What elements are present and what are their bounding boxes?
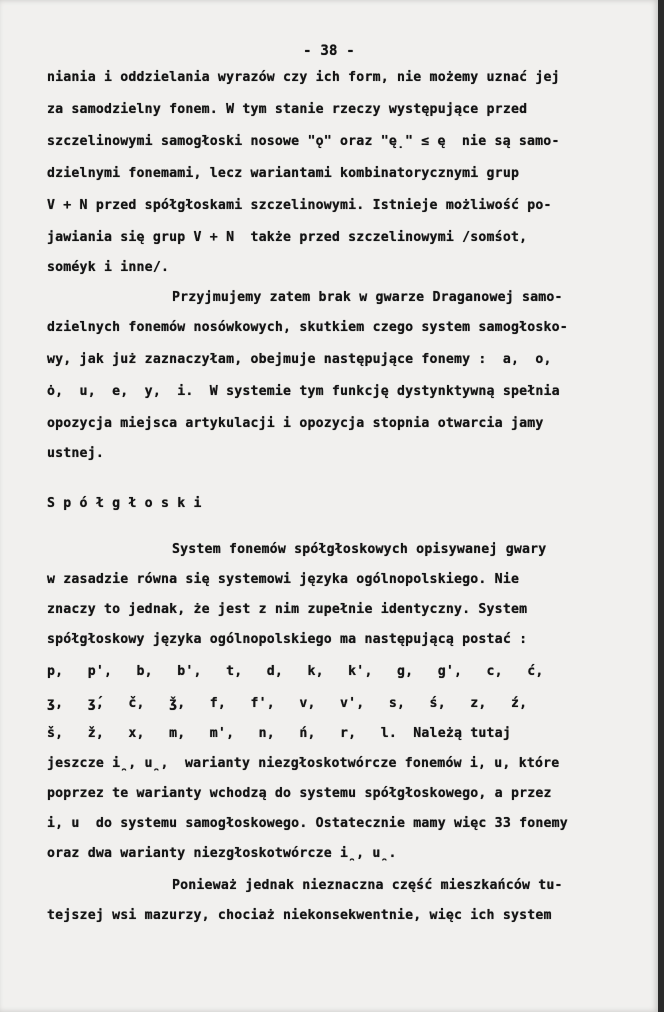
text-line: i, u do systemu samogłoskowego. Ostatecznie mamy więc 33 fonemy (47, 816, 568, 831)
text-line: wy, jak już zaznaczyłam, obejmuje następujące fonemy : a, o, (47, 352, 552, 367)
text-line: poprzez te warianty wchodzą do systemu spółgłoskowego, a przez (47, 786, 552, 801)
text-line: ʒ, ʒ́, č, ǯ, f, f', v, v', s, ś, z, ź, (47, 696, 528, 711)
text-line: š, ž, x, m, m', n, ń, r, l. Należą tutaj (47, 726, 511, 741)
text-line: V + N przed spółgłoskami szczelinowymi. Istnieje możliwość po- (47, 198, 552, 213)
text-line: dzielnymi fonemami, lecz wariantami kombinatorycznymi grup (47, 166, 520, 181)
text-line: soméyk i inne/. (47, 260, 170, 275)
text-line: oraz dwa warianty niezgłoskotwórcze i̯, u̯. (47, 846, 397, 861)
text-line: spółgłoskowy języka ogólnopolskiego ma następującą postać : (47, 632, 528, 647)
text-line: dzielnych fonemów nosówkowych, skutkiem czego system samogłosko- (47, 320, 568, 335)
page-number: - 38 - (303, 43, 355, 59)
text-line: S p ó ł g ł o s k i (47, 496, 202, 511)
page-edge-shadow (658, 0, 664, 1012)
text-line: Przyjmujemy zatem brak w gwarze Draganowej samo- (172, 290, 563, 305)
text-line: szczelinowymi samogłoski nosowe "ǫ" oraz "ę̣" ≤ ę nie są samo- (47, 134, 560, 149)
text-line: ustnej. (47, 446, 104, 461)
text-line: ȯ, u, e, y, i. W systemie tym funkcję dystynktywną spełnia (47, 384, 560, 399)
text-line: jawiania się grup V + N także przed szczelinowymi /somśot, (47, 230, 528, 245)
text-line: opozycja miejsca artykulacji i opozycja stopnia otwarcia jamy (47, 416, 544, 431)
text-line: jeszcze i̯, u̯, warianty niezgłoskotwórcze fonemów i, u, które (47, 756, 560, 771)
text-line: Ponieważ jednak nieznaczna część mieszkańców tu- (172, 878, 563, 893)
text-line: za samodzielny fonem. W tym stanie rzeczy występujące przed (47, 102, 528, 117)
text-line: p, p', b, b', t, d, k, k', g, g', c, ć, (47, 664, 544, 679)
text-line: niania i oddzielania wyrazów czy ich form, nie możemy uznać jej (47, 70, 560, 85)
text-line: w zasadzie równa się systemowi języka ogólnopolskiego. Nie (47, 572, 520, 587)
text-line: System fonemów spółgłoskowych opisywanej gwary (172, 542, 547, 557)
text-line: tejszej wsi mazurzy, chociaż niekonsekwentnie, więc ich system (47, 908, 552, 923)
text-line: znaczy to jednak, że jest z nim zupełnie identyczny. System (47, 602, 528, 617)
